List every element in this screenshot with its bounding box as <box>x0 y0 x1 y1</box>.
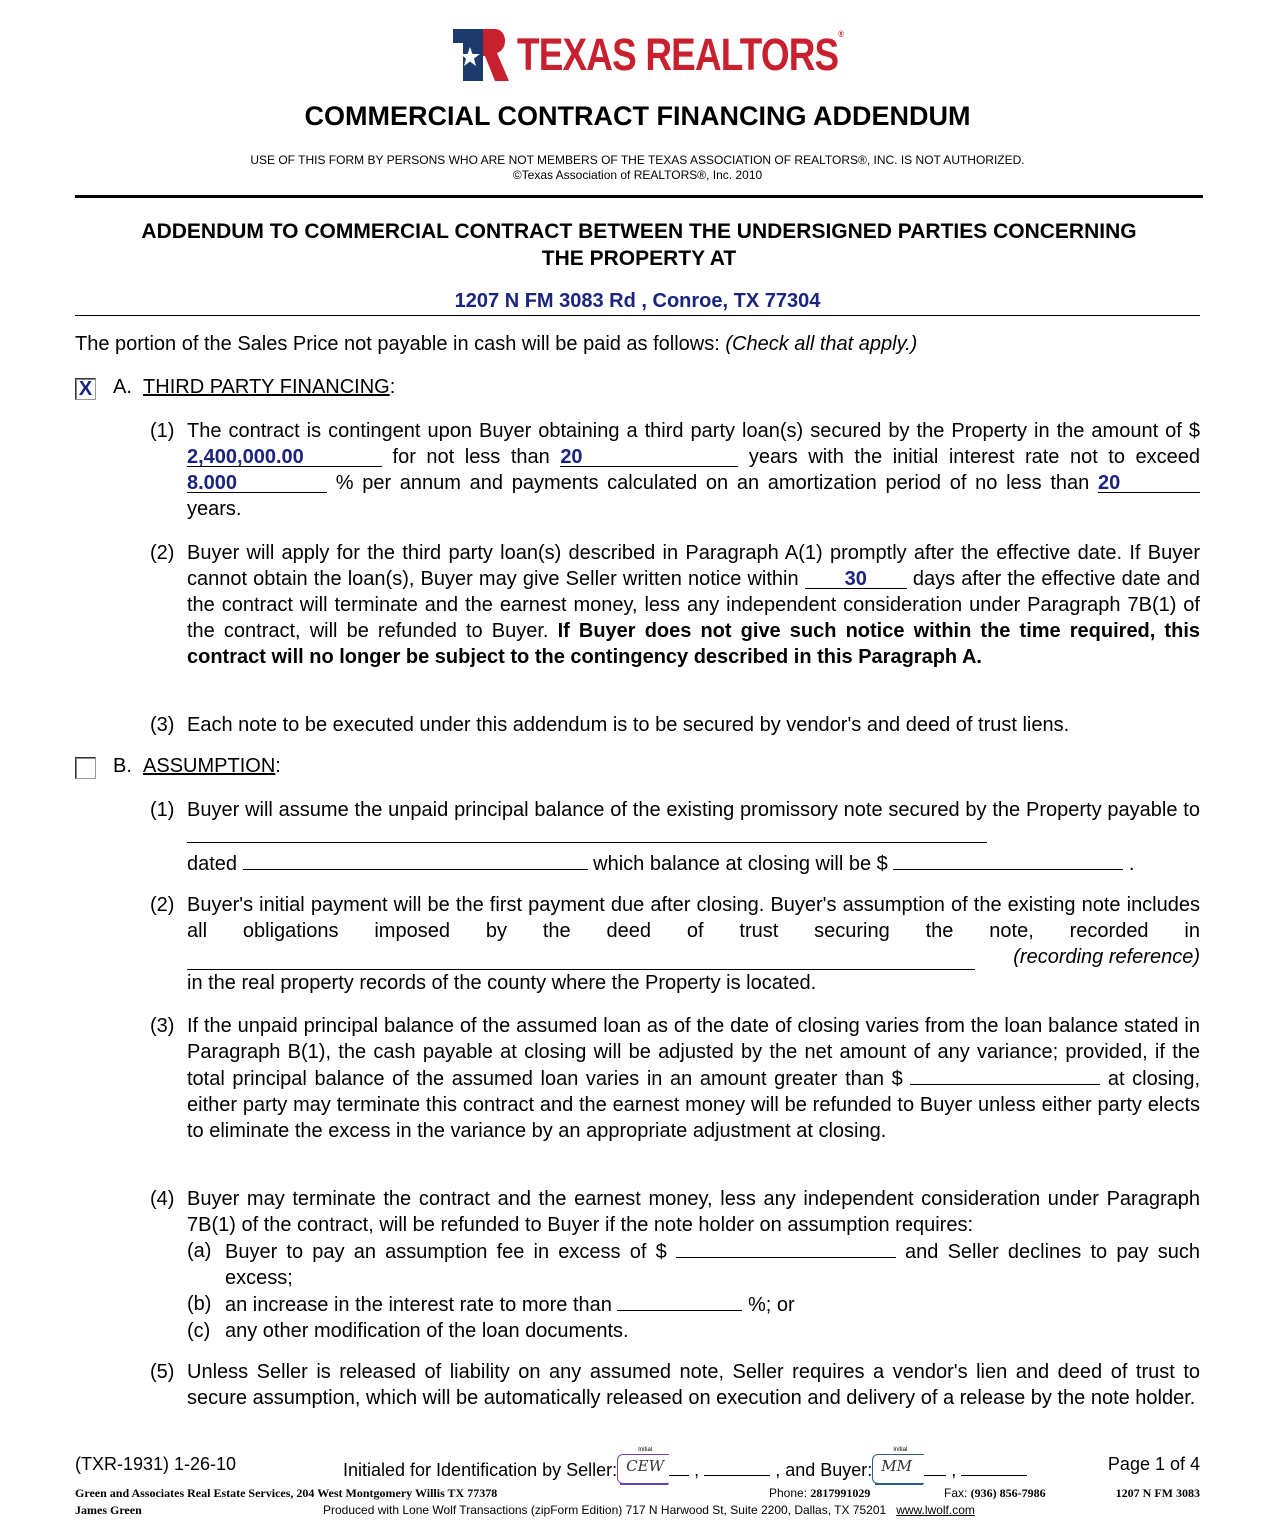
section-b-checkbox[interactable] <box>75 757 96 779</box>
a1-text-2: for not less than <box>382 446 561 468</box>
section-a-title: THIRD PARTY FINANCING <box>143 376 390 398</box>
closing-balance-field[interactable] <box>893 850 1123 870</box>
seller-initial-2-field[interactable] <box>704 1456 770 1476</box>
usage-notice-line: USE OF THIS FORM BY PERSONS WHO ARE NOT MEMBERS OF THE TEXAS ASSOCIATION OF REALTORS®, INC. IS NOT AUTHORIZED. <box>250 153 1025 167</box>
header-divider <box>75 195 1203 198</box>
produced-with <box>323 1503 975 1517</box>
paragraph-number: (1) <box>150 799 175 821</box>
payable-to-field[interactable] <box>187 823 987 843</box>
buyer-initial-underline <box>875 1483 923 1485</box>
loan-term-years-field[interactable]: 20 <box>560 447 738 467</box>
initialed-label: Initialed for Identification by Seller: <box>343 1460 618 1480</box>
section-a-checkbox[interactable] <box>75 378 96 400</box>
paragraph-a2 <box>150 540 1200 670</box>
b4c-text: any other modification of the loan documents. <box>225 1320 629 1342</box>
initials-line: Initialed for Identification by Seller: Initial CEW , , and Buyer: Initial MM , <box>343 1454 1027 1484</box>
usage-notice <box>0 153 1275 183</box>
initial-box-label: Initial <box>893 1447 908 1453</box>
b4b-text-2: %; or <box>742 1294 795 1316</box>
b3-text-2: at closing, either party may terminate this contract and the earnest money will be refunded to Buyer unless either party elects to eliminate the excess in the variance by an appropriate adjustment at closing. <box>187 1068 1200 1142</box>
item-label: (c) <box>187 1320 211 1342</box>
subheading-line-2: THE PROPERTY AT <box>541 247 737 270</box>
b3-text-1: If the unpaid principal balance of the assumed loan as of the date of closing varies from the loan balance stated in Paragraph B(1), the cash payable at closing will be adjusted by the net amount of any variance; provided, if the total principal balance of the assumed loan varies in an amount greater than $ <box>187 1015 1200 1090</box>
section-b-heading <box>113 755 281 778</box>
paragraph-number: (1) <box>150 420 175 442</box>
broker-fax <box>944 1486 1046 1501</box>
texas-realtors-wordmark: TEXAS REALTORS® <box>517 29 843 80</box>
seller-initials: CEW <box>626 1457 665 1475</box>
note-dated-field[interactable] <box>243 850 588 870</box>
b2-text-1: Buyer's initial payment will be the first payment due after closing. Buyer's assumption of the existing note includes all obligations imposed by the deed of trust securing the note, recorded in <box>187 894 1200 942</box>
section-a-heading <box>113 376 395 399</box>
paragraph-b3 <box>150 1013 1200 1144</box>
a1-text-5: years. <box>187 498 242 520</box>
phone-label: Phone: <box>769 1486 811 1500</box>
a2-bold-warning: If Buyer does not give such notice within the time required, this contract will no longer be subject to the contingency described in this Paragraph A. <box>187 620 1200 668</box>
buyer-initial-box[interactable] <box>872 1447 924 1484</box>
intro-main: The portion of the Sales Price not payable in cash will be paid as follows: <box>75 333 726 355</box>
texas-realtors-logo-mark-icon <box>453 29 511 81</box>
paragraph-number: (3) <box>150 1015 175 1037</box>
a1-text-3: years with the initial interest rate not to exceed <box>738 446 1200 468</box>
intro-text <box>75 333 917 356</box>
initial-box-label: Initial <box>638 1447 653 1453</box>
paragraph-a1 <box>150 418 1200 522</box>
a2-text-2: days after the effective date and the contract will terminate and the earnest money, less any independent consideration under Paragraph 7B(1) of the contract, will be refunded to Buyer. <box>187 568 1200 642</box>
agent-name: James Green <box>75 1503 142 1517</box>
variance-amount-field[interactable] <box>910 1065 1100 1085</box>
b4-item-b <box>187 1291 1200 1318</box>
property-address-field[interactable]: 1207 N FM 3083 Rd , Conroe, TX 77304 <box>75 290 1200 316</box>
b4a-text-1: Buyer to pay an assumption fee in excess of $ <box>225 1241 676 1263</box>
file-reference: 1207 N FM 3083 <box>1115 1486 1200 1500</box>
paragraph-number: (3) <box>150 714 175 736</box>
b1-text-4: . <box>1123 853 1135 875</box>
b5-text: Unless Seller is released of liability on any assumed note, Seller requires a vendor's lien and deed of trust to secure assumption, which will be automatically released on execution and delivery of a release by the note holder. <box>187 1361 1200 1409</box>
recording-reference-label: (recording reference) <box>1013 946 1200 968</box>
paragraph-number: (5) <box>150 1361 175 1383</box>
texas-realtors-logo <box>453 27 843 83</box>
paragraph-b1 <box>150 797 1200 877</box>
broker-info: Green and Associates Real Estate Services, 204 West Montgomery Willis TX 77378 <box>75 1486 498 1500</box>
b1-text-3: which balance at closing will be $ <box>587 853 894 875</box>
assumption-fee-field[interactable] <box>676 1238 896 1258</box>
section-b-title: ASSUMPTION <box>143 755 276 777</box>
fax-label: Fax: <box>944 1486 971 1500</box>
interest-rate-field[interactable]: 8.000 <box>187 473 327 493</box>
seller-initial-underline <box>620 1483 668 1485</box>
form-title: COMMERCIAL CONTRACT FINANCING ADDENDUM <box>304 101 971 131</box>
buyer-initial-1-tail <box>924 1456 946 1476</box>
a3-text: Each note to be executed under this addendum is to be secured by vendor's and deed of trust liens. <box>187 714 1070 736</box>
intro-instruction: (Check all that apply.) <box>725 333 918 355</box>
seller-initial-1-tail <box>669 1456 689 1476</box>
buyer-initials: MM <box>881 1457 912 1475</box>
page-number: Page 1 of 4 <box>1107 1454 1200 1474</box>
subheading-line-1: ADDENDUM TO COMMERCIAL CONTRACT BETWEEN THE UNDERSIGNED PARTIES CONCERNING <box>141 220 1137 243</box>
seller-initial-box[interactable] <box>617 1447 669 1484</box>
copyright-line: ©Texas Association of REALTORS®, Inc. 2010 <box>512 168 763 182</box>
form-id: (TXR-1931) 1-26-10 <box>75 1454 237 1474</box>
b4a-text-2: and Seller declines to pay such excess; <box>225 1241 1200 1289</box>
section-b-colon: : <box>275 755 281 777</box>
paragraph-a3 <box>150 712 1200 738</box>
item-label: (a) <box>187 1240 212 1262</box>
checkmark-x-icon: X <box>78 377 93 400</box>
a1-text-1: The contract is contingent upon Buyer obtaining a third party loan(s) secured by the Property in the amount of $ <box>187 420 1200 442</box>
addendum-subheading <box>75 218 1203 272</box>
b2-text-2: in the real property records of the county where the Property is located. <box>187 972 817 994</box>
paragraph-number: (2) <box>150 894 175 916</box>
and-buyer-label: , and Buyer: <box>775 1460 873 1480</box>
b4-item-c <box>187 1318 1200 1344</box>
phone-value: 2817991029 <box>810 1486 871 1500</box>
item-label: (b) <box>187 1293 212 1315</box>
recording-reference-field[interactable] <box>187 950 975 970</box>
notice-days-field[interactable]: 30 <box>805 569 907 589</box>
b4-text: Buyer may terminate the contract and the earnest money, less any independent consideration under Paragraph 7B(1) of the contract, will be refunded to Buyer if the note holder on assumption requires: <box>187 1188 1200 1236</box>
section-b-letter: B. <box>113 755 132 777</box>
b4b-text-1: an increase in the interest rate to more than <box>225 1294 618 1316</box>
interest-rate-increase-field[interactable] <box>617 1291 742 1311</box>
produced-with-text: Produced with Lone Wolf Transactions (zipForm Edition) 717 N Harwood St, Suite 2200, Dallas, TX 75201 <box>323 1503 887 1517</box>
paragraph-b4 <box>150 1186 1200 1344</box>
b1-text-2: dated <box>187 853 243 875</box>
paragraph-number: (2) <box>150 542 175 564</box>
b4-item-a <box>187 1238 1200 1291</box>
paragraph-number: (4) <box>150 1188 175 1210</box>
amortization-years-field[interactable]: 20 <box>1098 473 1200 493</box>
section-a-letter: A. <box>113 376 132 398</box>
lone-wolf-website-link[interactable]: www.lwolf.com <box>896 1503 975 1517</box>
broker-phone <box>769 1486 870 1501</box>
a2-text-1: Buyer will apply for the third party loan(s) described in Paragraph A(1) promptly after the effective date. If Buyer cannot obtain the loan(s), Buyer may give Seller written notice within <box>187 542 1200 590</box>
paragraph-b2 <box>150 892 1200 996</box>
b1-text-1: Buyer will assume the unpaid principal balance of the existing promissory note secured by the Property payable to <box>187 799 1200 821</box>
fax-value: (936) 856-7986 <box>970 1486 1046 1500</box>
loan-amount-field[interactable]: 2,400,000.00 <box>187 447 382 467</box>
buyer-initial-2-field[interactable] <box>961 1456 1027 1476</box>
a1-text-4: % per annum and payments calculated on an amortization period of no less than <box>327 472 1098 494</box>
paragraph-b5 <box>150 1359 1200 1411</box>
section-a-colon: : <box>389 376 396 398</box>
